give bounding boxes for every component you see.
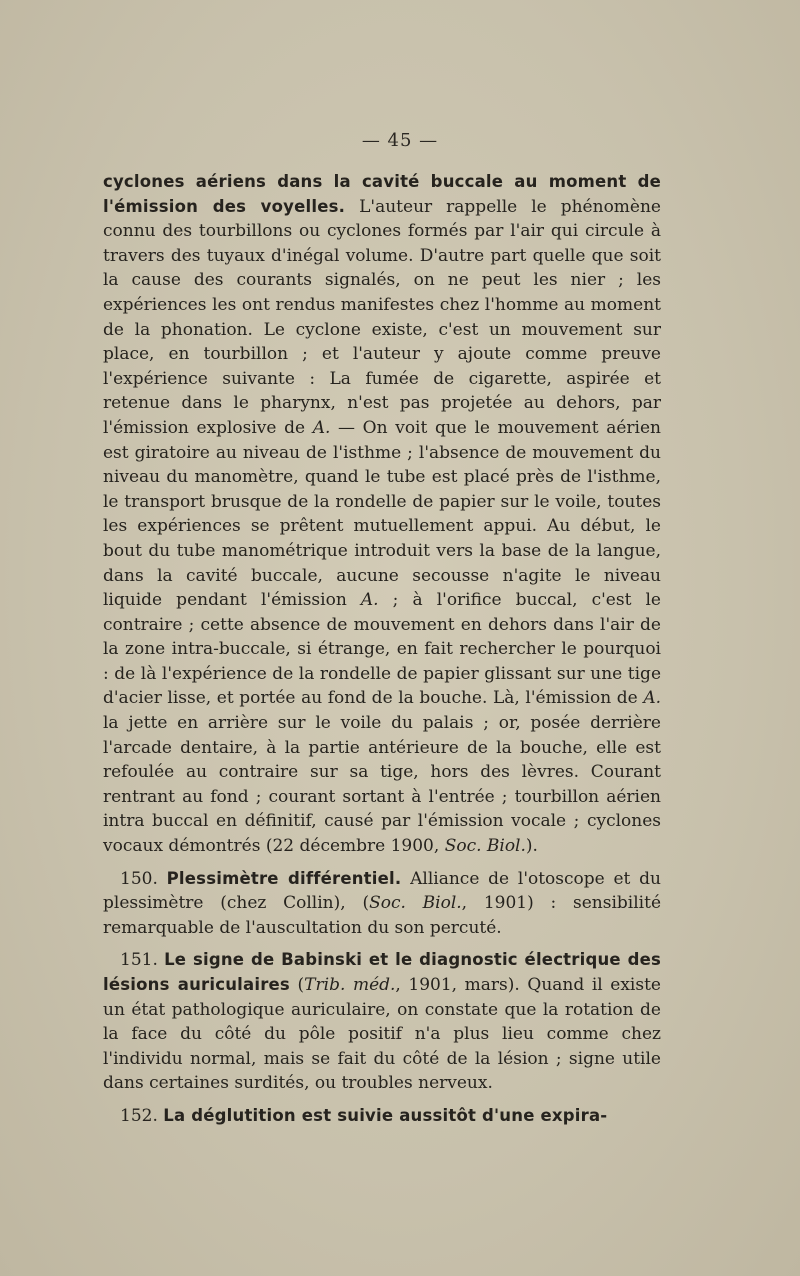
entry-150-title: Plessimètre différentiel. — [166, 868, 402, 888]
entry-150-number: 150. — [120, 868, 167, 889]
entry-151-text-1: ( — [289, 975, 305, 995]
entry-151-text-2: , 1901, mars). Quand il existe un état pathologique auriculaire, on constate que la rotation de la face du côté du pôle positif n'a plus lieu comme chez l'individu normal, mais se fait du côté de la lésion ; signe utile dans certaines surdités, ou troubles nerveux. — [103, 975, 661, 1094]
entry-151-title: Le signe de Babinski et le diagnostic électrique des lésions auriculaires — [103, 950, 661, 994]
entry-150-text-1: Alliance de l'otoscope et du plessimètre (chez Collin), ( — [103, 868, 661, 914]
paragraph-cyclones-italic-1: A. — [312, 417, 331, 438]
entry-150 — [103, 867, 661, 941]
paragraph-cyclones-text-3: ; à l'orifice buccal, c'est le contraire ; cette absence de mouvement en dehors dans l'air de la zone intra-buccale, si étrange, en fait rechercher le pourquoi : de là l'expérience de la rondelle de papier glissant sur une tige d'acier lisse, et portée au fond de la bouche. Là, l'émission de — [103, 590, 661, 709]
paragraph-cyclones — [103, 170, 661, 859]
entry-152-number: 152. — [120, 1105, 164, 1126]
paragraph-cyclones-italic-3: A. — [643, 688, 661, 709]
entry-151-number: 151. — [120, 950, 165, 971]
entry-152 — [103, 1104, 661, 1129]
paragraph-cyclones-text-5: ). — [525, 836, 538, 857]
paragraph-cyclones-italic-2: A. — [360, 590, 379, 611]
page-number: — 45 — — [361, 130, 439, 151]
paragraph-cyclones-text-1: L'auteur rappelle le phénomène connu des tourbillons ou cyclones formés par l'air qui circule à travers des tuyaux d'inégal volume. D'autre part quelle que soit la cause des courants signalés, on ne peut les nier ; les expériences les ont rendus manifestes chez l'homme au moment de la phonation. Le cyclone existe, c'est un mouvement sur place, en tourbillon ; et l'auteur y ajoute comme preuve l'expérience suivante : La fumée de cigarette, aspirée et retenue dans le pharynx, n'est pas projetée au dehors, par l'émission explosive de — [103, 196, 661, 438]
paragraph-cyclones-heading: cyclones aériens dans la cavité buccale au moment de l'émission des voyelles. — [103, 172, 661, 216]
paragraph-cyclones-text-4: la jette en arrière sur le voile du palais ; or, posée derrière l'arcade dentaire, à la partie antérieure de la bouche, elle est refoulée au contraire sur sa tige, hors des lèvres. Courant rentrant au fond ; courant sortant à l'entrée ; tourbillon aérien intra buccal en définitif, causé par l'émission vocale ; cyclones vocaux démontrés (22 décembre 1900, — [103, 713, 661, 857]
entry-151-italic-1: Trib. méd. — [304, 975, 396, 995]
entry-150-italic-1: Soc. Biol. — [369, 893, 462, 914]
paragraph-cyclones-text-2: — On voit que le mouvement aérien est giratoire au niveau de l'isthme ; l'absence de mouvement du niveau du manomètre, quand le tube est placé près de l'isthme, le transport brusque de la rondelle de papier sur le voile, toutes les expériences se prêtent mutuellement appui. Au début, le bout du tube manométrique introduit vers la base de la langue, dans la cavité buccale, aucune secousse n'agite le niveau liquide pendant l'émission — [103, 417, 661, 611]
paragraph-cyclones-italic-4: Soc. Biol. — [444, 836, 526, 857]
entry-150-text-2: , 1901) : sensibilité remarquable de l'auscultation du son percuté. — [103, 893, 662, 938]
entry-151 — [103, 948, 661, 1096]
entry-152-title: La déglutition est suivie aussitôt d'une expira- — [163, 1105, 608, 1125]
body-text — [103, 170, 661, 1129]
